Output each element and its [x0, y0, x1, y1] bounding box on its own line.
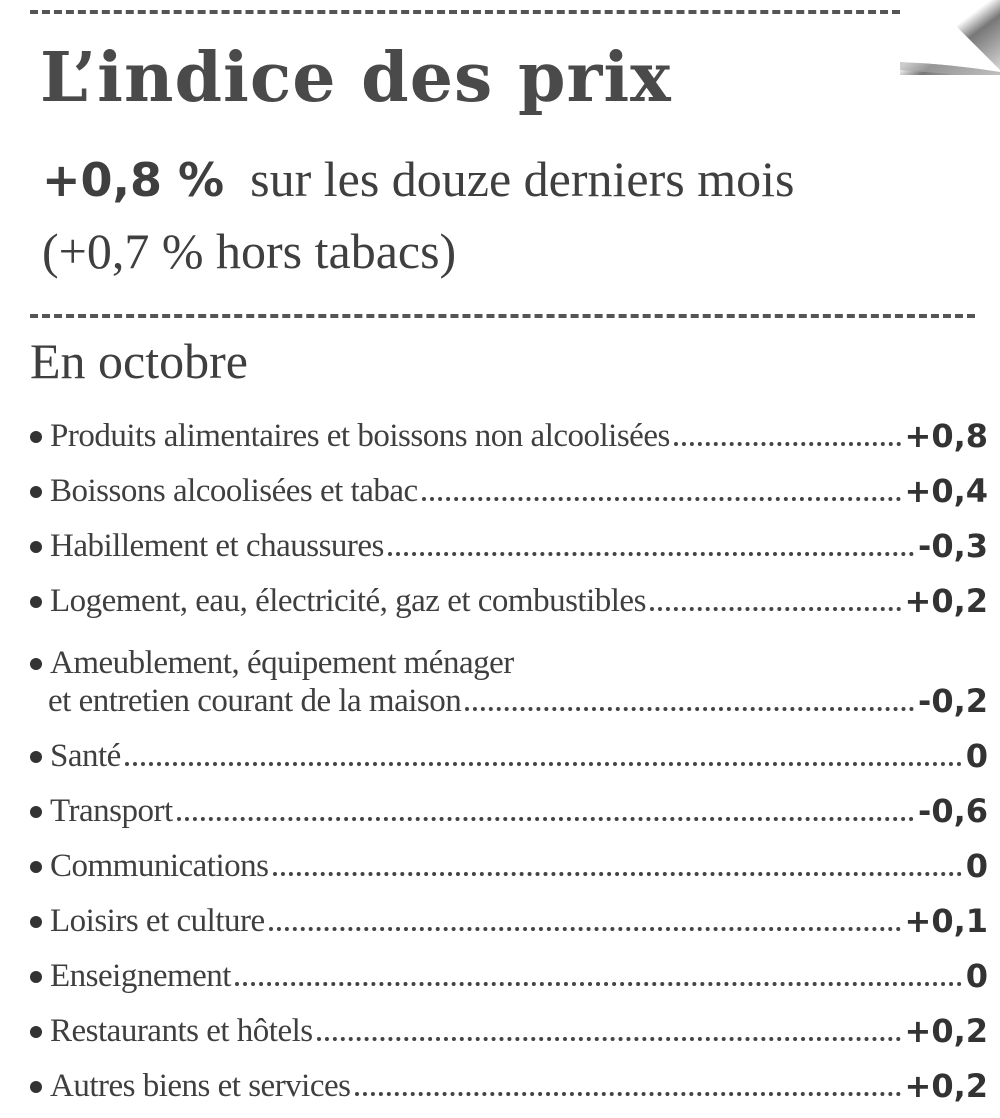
page-curl-icon	[900, 0, 1000, 75]
list-item	[28, 510, 988, 565]
headline	[42, 150, 794, 208]
page-title: L’indice des prix	[40, 38, 672, 118]
headline-text: sur les douze derniers mois	[250, 151, 795, 207]
list-item	[28, 830, 988, 885]
bullet-icon	[30, 431, 42, 443]
dot-leader	[355, 1092, 901, 1096]
dot-leader	[650, 607, 901, 611]
item-value: +0,2	[904, 1012, 988, 1050]
bullet-icon	[30, 861, 42, 873]
list-item	[28, 720, 988, 775]
bullet-icon	[30, 806, 42, 818]
item-value: +0,1	[904, 902, 988, 940]
headline-note: (+0,7 % hors tabacs)	[42, 223, 457, 279]
item-value: -0,3	[918, 527, 988, 565]
item-label: Restaurants et hôtels	[50, 1013, 313, 1049]
item-label: Logement, eau, électricité, gaz et combustibles	[50, 583, 646, 619]
item-label: Transport	[50, 793, 173, 829]
dot-leader	[273, 872, 962, 876]
item-label: Habillement et chaussures	[50, 528, 384, 564]
list-item	[28, 455, 988, 510]
dot-leader	[317, 1037, 901, 1041]
dot-leader	[674, 442, 901, 446]
item-value: 0	[965, 847, 988, 885]
divider-middle	[30, 314, 975, 318]
section-title: En octobre	[30, 333, 248, 389]
item-label: Ameublement, équipement ménager	[50, 645, 514, 681]
dot-leader	[269, 927, 901, 931]
list-item	[28, 885, 988, 940]
dot-leader	[125, 762, 962, 766]
bullet-icon	[30, 596, 42, 608]
bullet-icon	[30, 916, 42, 928]
bullet-icon	[30, 486, 42, 498]
dot-leader	[177, 817, 914, 821]
bullet-icon	[30, 751, 42, 763]
bullet-icon	[30, 971, 42, 983]
bullet-icon	[30, 541, 42, 553]
price-list	[28, 400, 988, 1105]
bullet-icon	[30, 658, 42, 670]
item-value: +0,8	[904, 417, 988, 455]
dot-leader	[388, 552, 914, 556]
list-item	[28, 775, 988, 830]
item-label: Enseignement	[50, 958, 231, 994]
item-label: Autres biens et services	[50, 1068, 351, 1104]
bullet-icon	[30, 1081, 42, 1093]
headline-value: +0,8 %	[42, 153, 225, 207]
list-item	[28, 940, 988, 995]
item-value: +0,2	[904, 582, 988, 620]
item-label-continued: et entretien courant de la maison	[48, 683, 462, 719]
item-label: Loisirs et culture	[50, 903, 265, 939]
item-value: +0,2	[904, 1067, 988, 1105]
item-value: 0	[965, 737, 988, 775]
item-label: Produits alimentaires et boissons non alcoolisées	[50, 418, 670, 454]
item-value: -0,2	[918, 682, 988, 720]
list-item	[28, 565, 988, 620]
dot-leader	[465, 707, 914, 711]
dot-leader	[235, 982, 962, 986]
list-item	[28, 620, 988, 720]
item-label: Communications	[50, 848, 269, 884]
item-label: Boissons alcoolisées et tabac	[50, 473, 418, 509]
item-value: +0,4	[904, 472, 988, 510]
list-item	[28, 995, 988, 1050]
dot-leader	[422, 497, 901, 501]
item-value: -0,6	[918, 792, 988, 830]
divider-top	[30, 10, 900, 14]
item-label: Santé	[50, 738, 121, 774]
bullet-icon	[30, 1026, 42, 1038]
list-item	[28, 400, 988, 455]
item-value: 0	[965, 957, 988, 995]
list-item	[28, 1050, 988, 1105]
